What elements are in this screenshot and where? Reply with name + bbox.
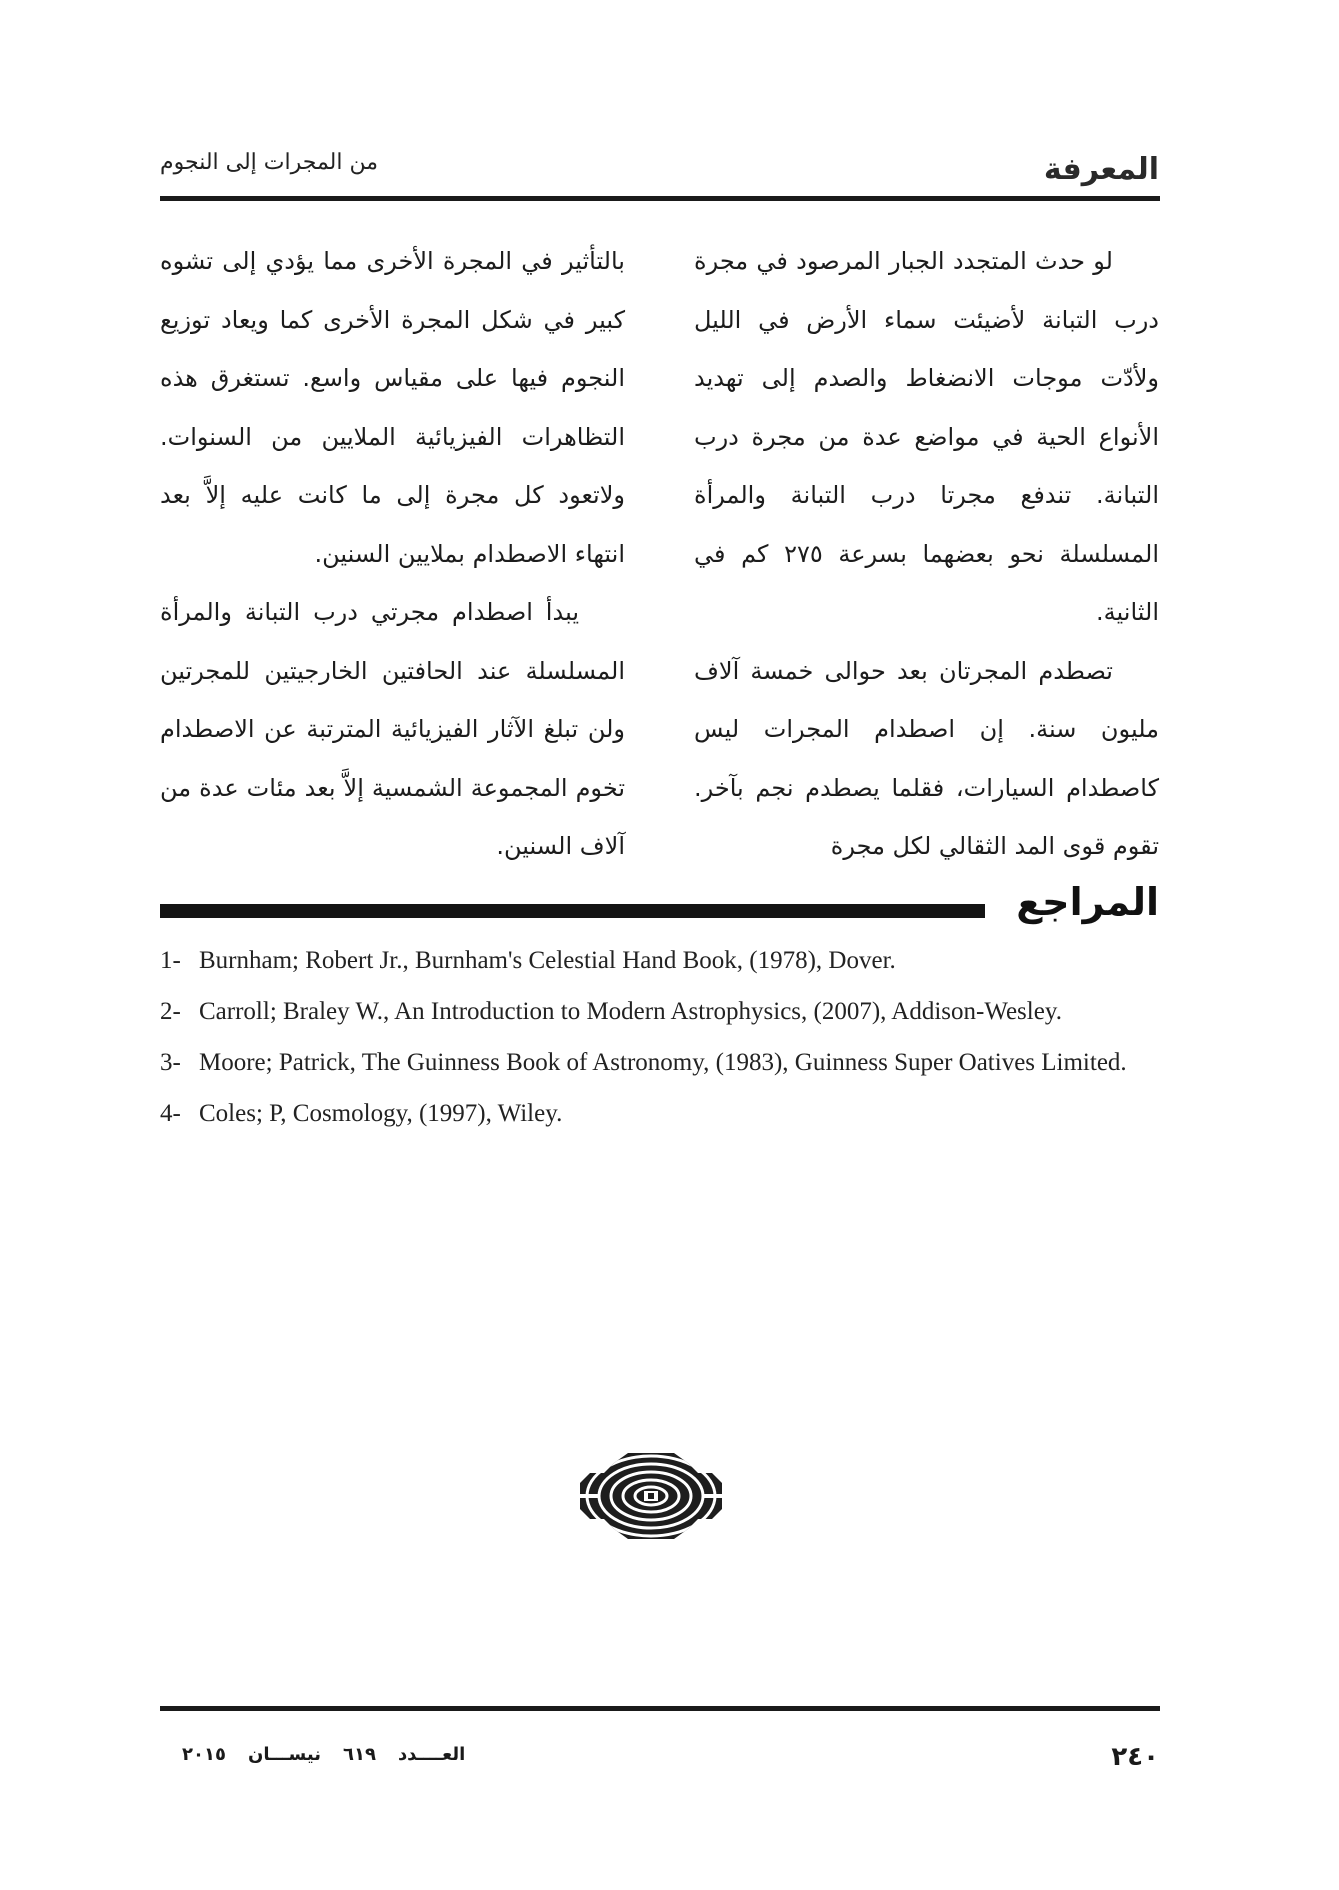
paragraph: لو حدث المتجدد الجبار المرصود في مجرة درب التبانة لأضيئت سماء الأرض في الليل ولأدّت موجات الانضغاط والصدم إلى تهديد الأنواع الحية في مواضع عدة من مجرة درب التبانة. تندفع مجرتا درب التبانة والمرأة المسلسلة نحو بعضهما بسرعة ٢٧٥ كم في الثانية. — [694, 247, 1159, 626]
reference-item — [160, 935, 1160, 986]
reference-item — [160, 1037, 1160, 1088]
issue-info — [160, 1744, 465, 1765]
magazine-logo: المعرفة — [1043, 152, 1159, 187]
paragraph: يبدأ اصطدام مجرتي درب التبانة والمرأة المسلسلة عند الحافتين الخارجيتين للمجرتين ولن تبلغ الآثار الفيزيائية المترتبة عن الاصطدام تخوم المجموعة الشمسية إلاَّ بعد مئات عدة من آلاف السنين. — [160, 598, 625, 860]
reference-text: Coles; P, Cosmology, (1997), Wiley. — [199, 1100, 563, 1127]
references-heading: المراجع — [1016, 880, 1159, 924]
header-rule — [160, 196, 1160, 201]
reference-number: 1- — [160, 947, 181, 974]
references-list — [160, 935, 1160, 1139]
references-rule — [160, 904, 985, 918]
issue-year: ٢٠١٥ — [182, 1744, 226, 1765]
issue-number: ٦١٩ — [342, 1744, 376, 1765]
body-column-right — [694, 232, 1159, 876]
running-section-title: من المجرات إلى النجوم — [160, 150, 379, 175]
reference-text: Carroll; Braley W., An Introduction to Modern Astrophysics, (2007), Addison-Wesley. — [199, 998, 1062, 1025]
reference-number: 2- — [160, 998, 181, 1025]
paragraph: بالتأثير في المجرة الأخرى مما يؤدي إلى تشوه كبير في شكل المجرة الأخرى كما ويعاد توزيع النجوم فيها على مقياس واسع. تستغرق هذه التظاهرات الفيزيائية الملايين من السنوات. ولاتعود كل مجرة إلى ما كانت عليه إلاَّ بعد انتهاء الاصطدام بملايين السنين. — [160, 247, 625, 568]
reference-text: Moore; Patrick, The Guinness Book of Astronomy, (1983), Guinness Super Oatives Limited. — [199, 1049, 1127, 1076]
reference-number: 3- — [160, 1049, 181, 1076]
ornament-icon — [578, 1443, 724, 1549]
issue-month: نيســـان — [247, 1744, 321, 1765]
reference-item — [160, 986, 1160, 1037]
reference-number: 4- — [160, 1100, 181, 1127]
issue-label: العــــدد — [397, 1744, 466, 1765]
reference-text: Burnham; Robert Jr., Burnham's Celestial Hand Book, (1978), Dover. — [199, 947, 896, 974]
body-column-left — [160, 232, 625, 876]
footer-rule — [160, 1706, 1160, 1711]
page-number: ٢٤٠ — [1111, 1742, 1159, 1772]
paragraph: تصطدم المجرتان بعد حوالى خمسة آلاف مليون سنة. إن اصطدام المجرات ليس كاصطدام السيارات، فقلما يصطدم نجم بآخر. تقوم قوى المد الثقالي لكل مجرة — [694, 656, 1159, 860]
reference-item — [160, 1088, 1160, 1139]
